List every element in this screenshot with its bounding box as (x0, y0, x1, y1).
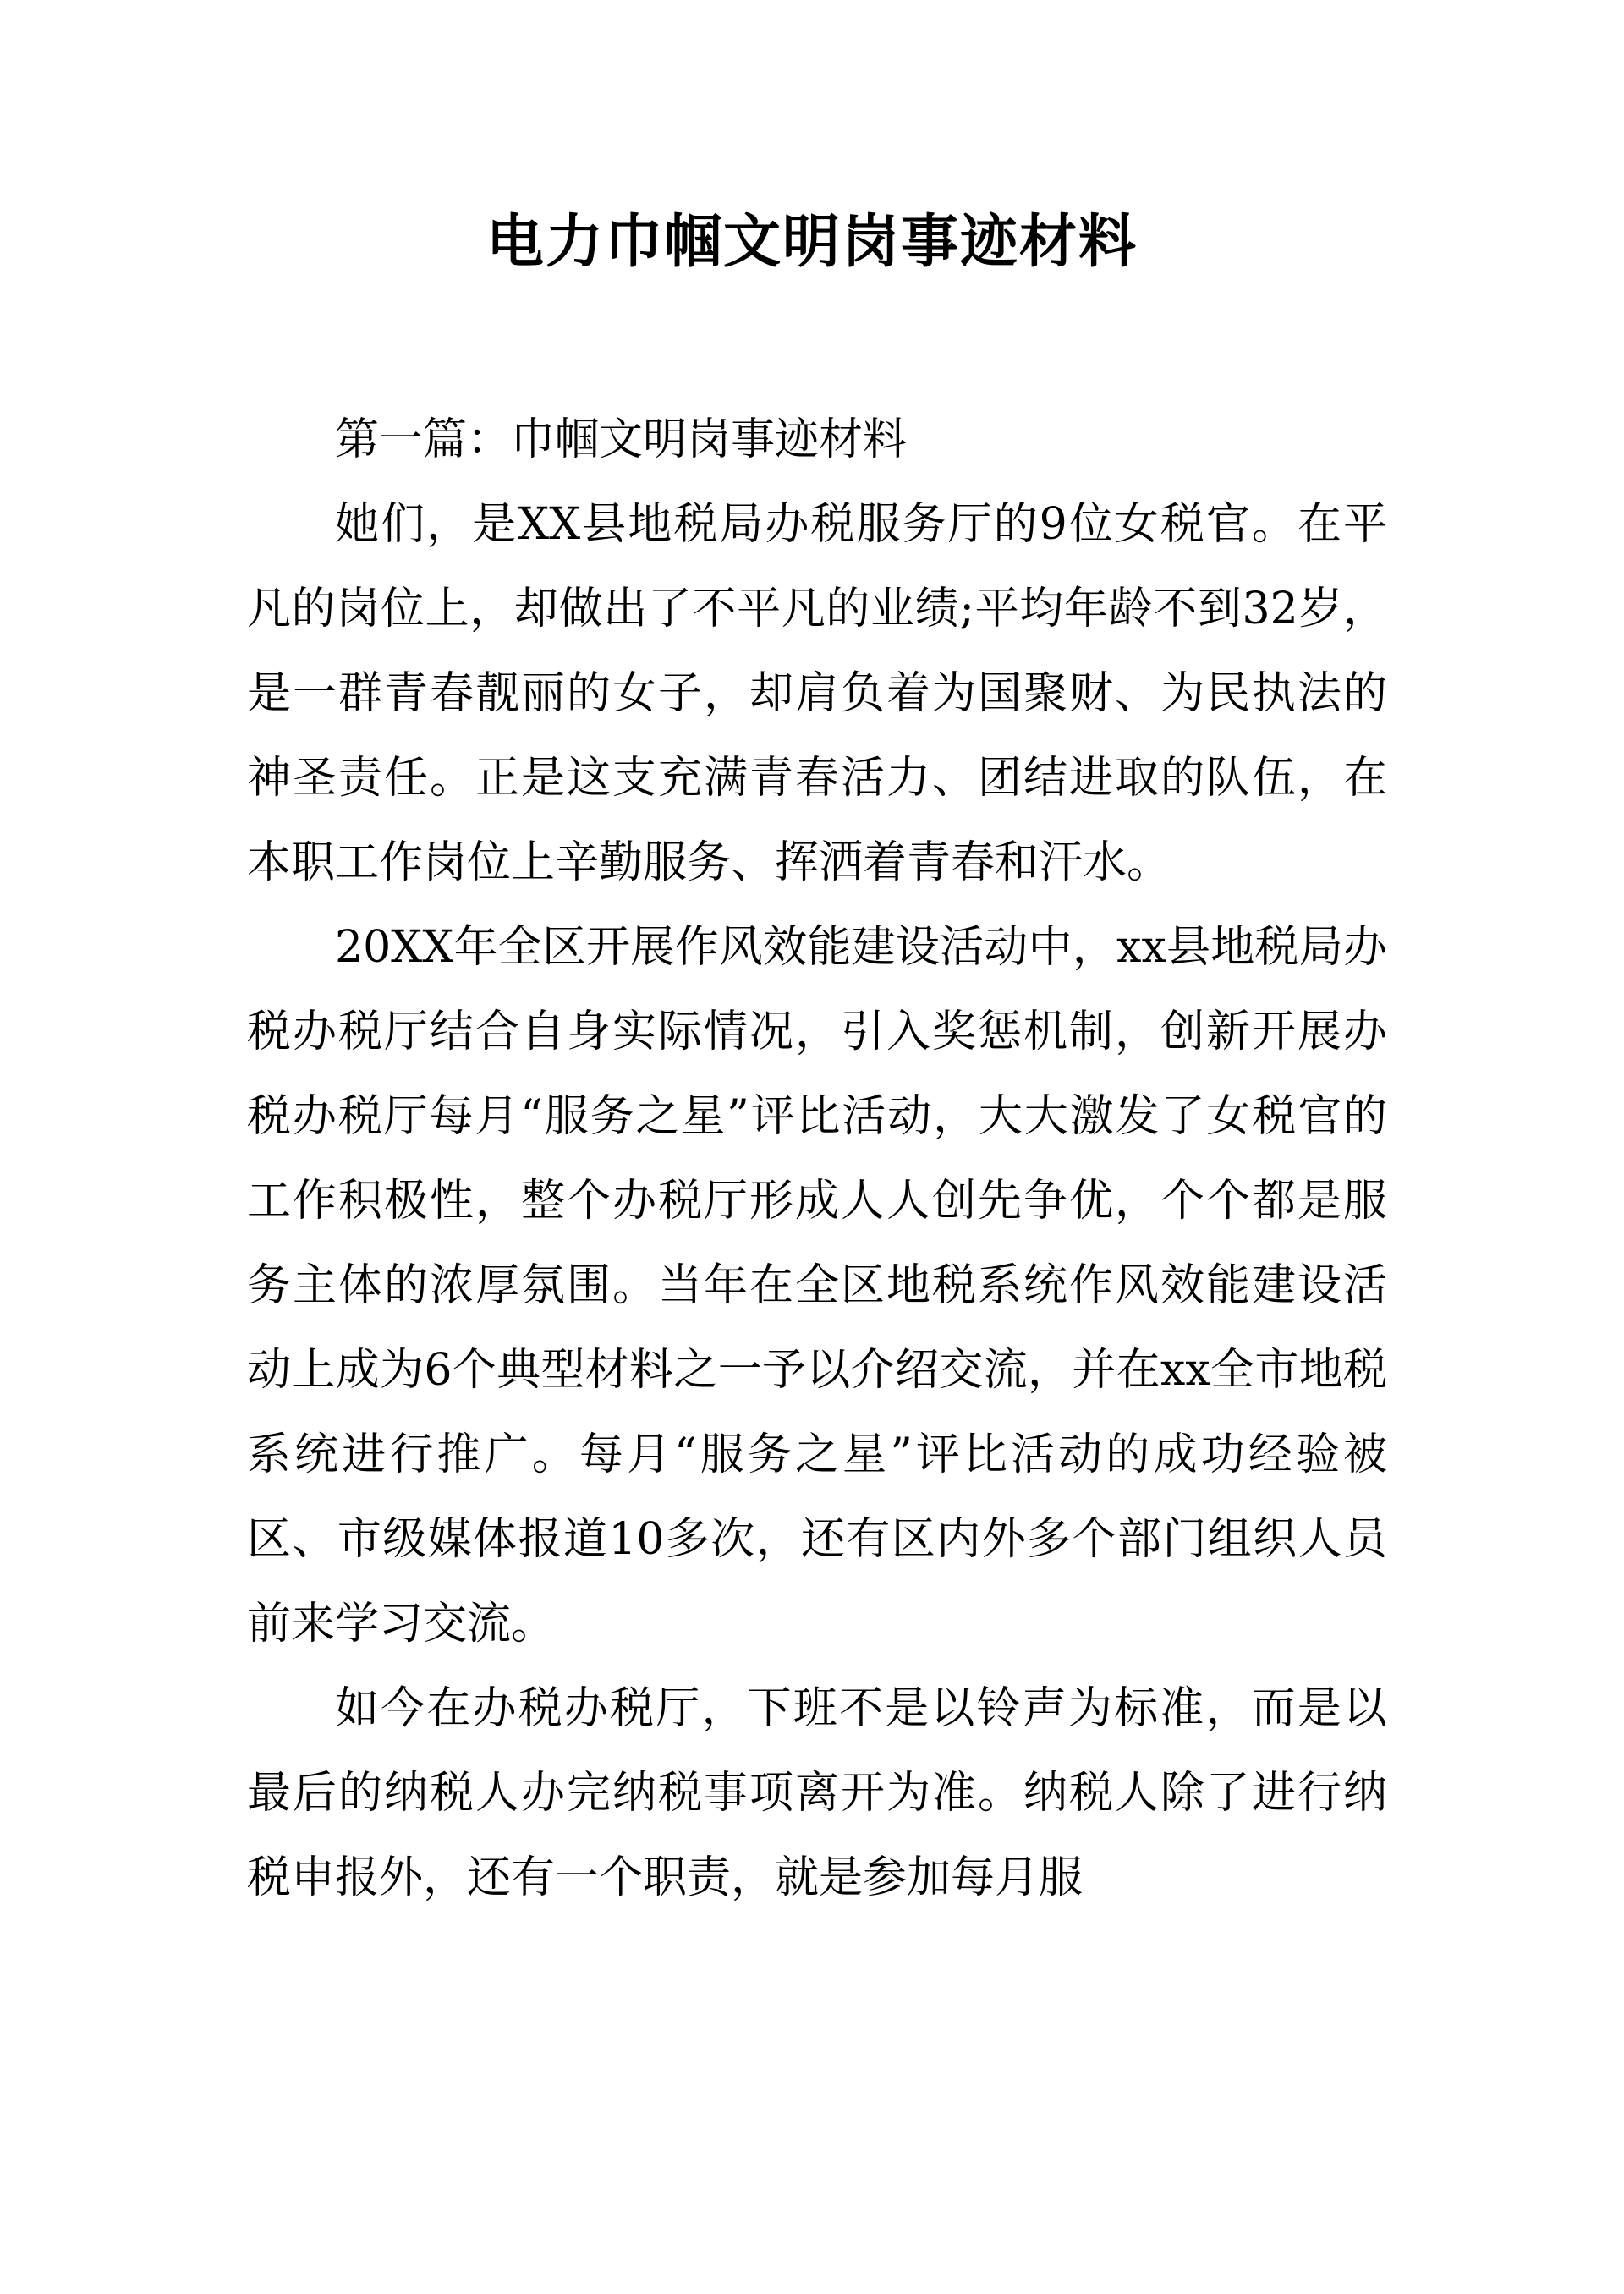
paragraph-3: 如今在办税办税厅，下班不是以铃声为标准，而是以最后的纳税人办完纳税事项离开为准。纳税人除了进行纳税申报外，还有一个职责，就是参加每月服 (247, 1683, 1387, 1903)
paragraph-1: 她们，是XX县地税局办税服务厅的9位女税官。在平凡的岗位上，却做出了不平凡的业绩;平均年龄不到32岁，是一群青春靓丽的女子，却肩负着为国聚财、为民执法的神圣责任。正是这支充满青春活力、团结进取的队伍，在本职工作岗位上辛勤服务、挥洒着青春和汗水。 (247, 499, 1387, 888)
section-heading: 第一篇：巾帼文明岗事迹材料 (335, 414, 908, 465)
document-body (247, 398, 1387, 1920)
paragraph-2: 20XX年全区开展作风效能建设活动中，xx县地税局办税办税厅结合自身实际情况，引入奖惩机制，创新开展办税办税厅每月“服务之星”评比活动，大大激发了女税官的工作积极性，整个办税厅形成人人创先争优，个个都是服务主体的浓厚氛围。当年在全区地税系统作风效能建设活动上成为6个典型材料之一予以介绍交流，并在xx全市地税系统进行推广。每月“服务之星”评比活动的成功经验被区、市级媒体报道10多次，还有区内外多个部门组织人员前来学习交流。 (247, 922, 1387, 1649)
document-title: 电力巾帼文明岗事迹材料 (486, 209, 1138, 276)
